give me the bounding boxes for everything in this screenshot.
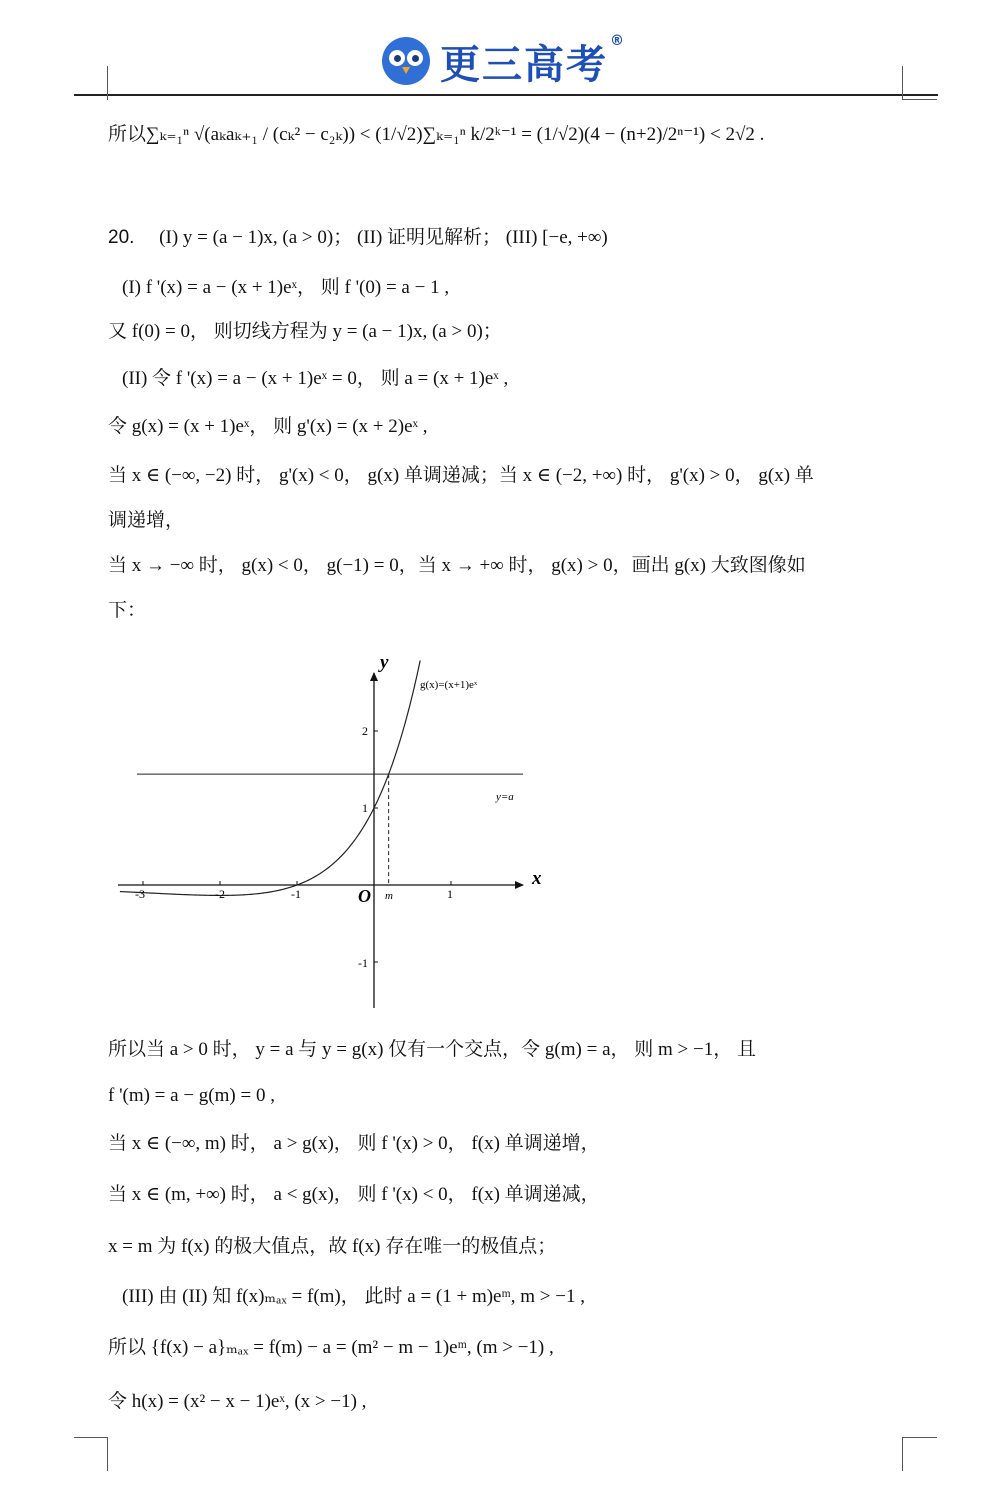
axis-ticks xyxy=(143,731,451,962)
solution-line-11: 当 x ∈ (−∞, m) 时， a > g(x)， 则 f '(x) > 0， f(x) 单调递增， xyxy=(108,1133,600,1154)
line-a-label: y=a xyxy=(496,791,514,803)
question-number: 20. xyxy=(108,227,135,248)
y-axis-label: y xyxy=(380,652,389,673)
x-tick-label-1: 1 xyxy=(447,887,453,901)
solution-line-2: 又 f(0) = 0， 则切线方程为 y = (a − 1)x, (a > 0)； xyxy=(108,321,502,342)
solution-line-4: 令 g(x) = (x + 1)eˣ， 则 g'(x) = (x + 2)eˣ , xyxy=(108,416,428,437)
answer-summary: (I) y = (a − 1)x, (a > 0)； (II) 证明见解析； (III) [−e, +∞) xyxy=(159,227,608,248)
curve-g xyxy=(120,661,420,896)
answer-summary-line xyxy=(108,225,608,251)
solution-line-1: (I) f '(x) = a − (x + 1)eˣ， 则 f '(0) = a − 1 , xyxy=(122,277,450,298)
solution-line-8: 下： xyxy=(108,600,147,621)
brand-name: 更三高考® xyxy=(440,32,626,88)
solution-line-12: 当 x ∈ (m, +∞) 时， a < g(x)， 则 f '(x) < 0， f(x) 单调递减， xyxy=(108,1184,600,1205)
solution-line-10: f '(m) = a − g(m) = 0 , xyxy=(108,1085,275,1106)
registered-mark: ® xyxy=(610,32,626,49)
solution-line-14: (III) 由 (II) 知 f(x)ₘₐₓ = f(m)， 此时 a = (1 + m)eᵐ, m > −1 , xyxy=(122,1286,585,1307)
solution-line-13: x = m 为 f(x) 的极大值点，故 f(x) 存在唯一的极值点； xyxy=(108,1236,557,1257)
x-tick-label-neg2: -2 xyxy=(215,887,225,901)
solution-line-6: 调递增， xyxy=(108,510,185,531)
origin-label: O xyxy=(358,886,371,906)
crop-mark-bl-h xyxy=(74,1437,108,1438)
solution-line-15: 所以 {f(x) − a}ₘₐₓ = f(m) − a = (m² − m − 1)eᵐ, (m > −1) , xyxy=(108,1337,554,1358)
solution-line-7: 当 x → −∞ 时， g(x) < 0， g(−1) = 0，当 x → +∞ 时， g(x) > 0，画出 g(x) 大致图像如 xyxy=(108,555,806,576)
y-tick-label-2: 2 xyxy=(362,724,368,738)
crop-mark-br-v xyxy=(902,1437,903,1471)
x-axis-label: x xyxy=(532,868,542,889)
crop-mark-tr-v xyxy=(902,66,903,100)
m-label: m xyxy=(385,890,393,902)
solution-line-5: 当 x ∈ (−∞, −2) 时， g'(x) < 0， g(x) 单调递减；当 x ∈ (−2, +∞) 时， g'(x) > 0， g(x) 单 xyxy=(108,465,814,486)
x-tick-label-neg1: -1 xyxy=(291,887,301,901)
crop-mark-tl-v xyxy=(107,66,108,100)
crop-mark-br-h xyxy=(903,1437,937,1438)
x-tick-label-neg3: -3 xyxy=(135,887,145,901)
solution-line-3: (II) 令 f '(x) = a − (x + 1)eˣ = 0， 则 a = (x + 1)eˣ , xyxy=(122,368,509,389)
crop-mark-tr-h xyxy=(903,99,937,100)
function-graph xyxy=(100,640,560,1015)
owl-icon xyxy=(382,37,430,85)
crop-mark-bl-v xyxy=(107,1437,108,1471)
sum-inequality-line: 所以∑ₖ₌₁ⁿ √(aₖaₖ₊₁ / (cₖ² − c₂ₖ)) < (1/√2)∑ₖ₌₁ⁿ k/2ᵏ⁻¹ = (1/√2)(4 − (n+2)/2ⁿ⁻¹) < 2√2 . xyxy=(108,124,765,145)
brand-logo xyxy=(382,34,626,88)
y-tick-label-neg1: -1 xyxy=(358,956,368,970)
header-rule xyxy=(74,94,938,96)
solution-line-9: 所以当 a > 0 时， y = a 与 y = g(x) 仅有一个交点，令 g(m) = a， 则 m > −1， 且 xyxy=(108,1039,756,1060)
curve-label: g(x)=(x+1)eˣ xyxy=(420,679,478,691)
y-tick-label-1: 1 xyxy=(362,801,368,815)
solution-line-16: 令 h(x) = (x² − x − 1)eˣ, (x > −1) , xyxy=(108,1391,367,1412)
